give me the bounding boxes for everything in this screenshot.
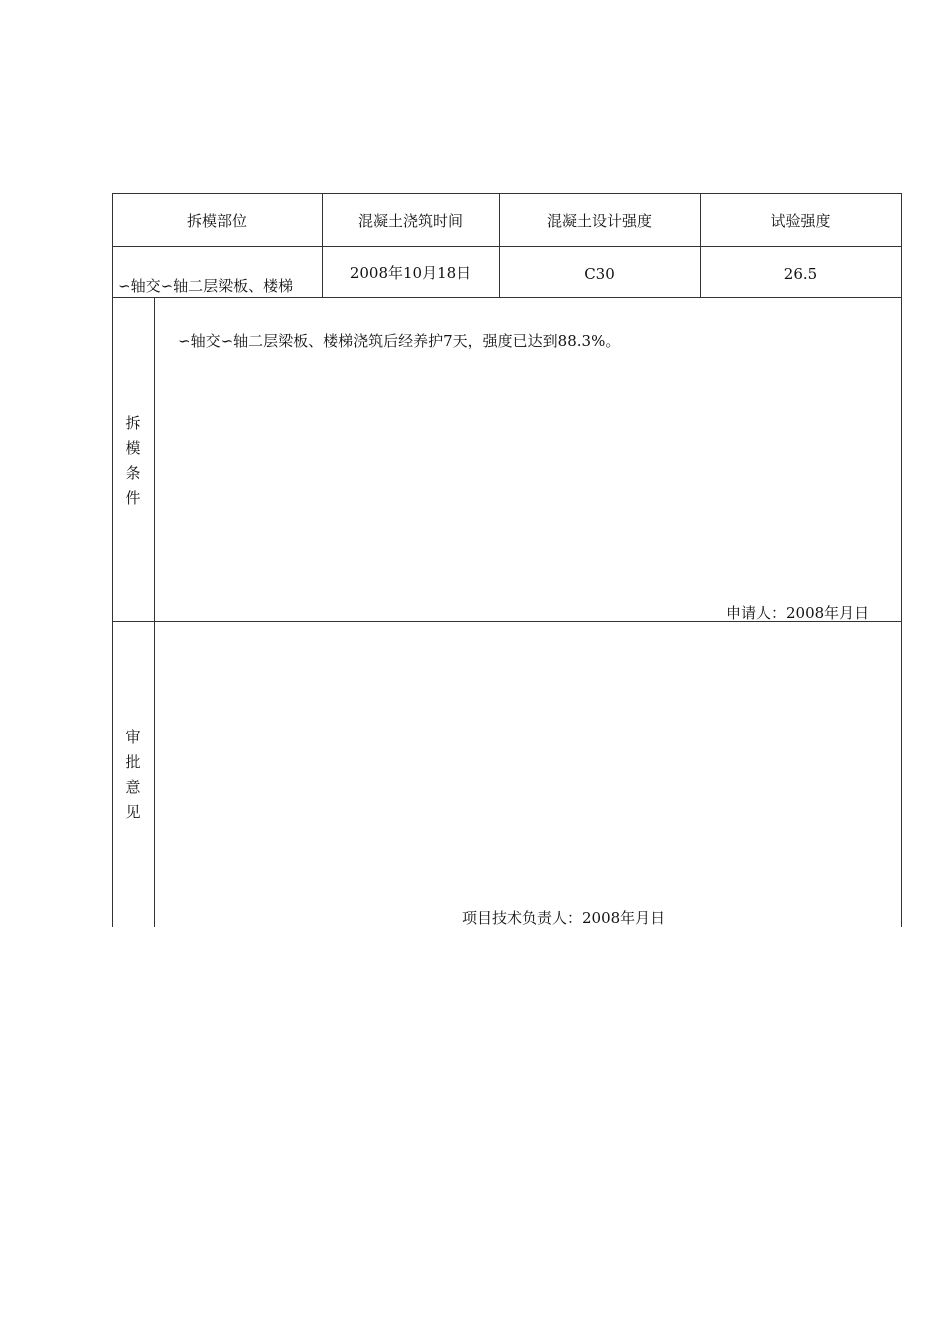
conditions-label-char: 模 <box>125 439 141 457</box>
header-test-strength: 试验强度 <box>770 212 831 230</box>
table-border-left <box>112 193 113 927</box>
header-location: 拆模部位 <box>186 212 247 230</box>
conditions-text: ∽轴交∽轴二层梁板、楼梯浇筑后经养护7天，强度已达到88.3%。 <box>178 332 621 350</box>
approval-label-char: 审 <box>125 728 141 746</box>
approval-label <box>123 725 143 825</box>
cell-design-strength: C30 <box>584 265 615 283</box>
header-design-strength: 混凝土设计强度 <box>546 212 652 230</box>
label-col-divider <box>154 297 155 927</box>
approval-label-char: 批 <box>125 753 141 771</box>
conditions-label-char: 件 <box>125 489 141 507</box>
conditions-label-char: 拆 <box>125 414 141 432</box>
approval-label-char: 见 <box>125 803 141 821</box>
form-table <box>112 193 902 927</box>
approval-label-char: 意 <box>125 778 141 796</box>
table-border-top <box>112 193 902 194</box>
cell-location: ∽轴交∽轴二层梁板、楼梯 <box>118 277 294 295</box>
cell-test-strength: 26.5 <box>783 265 818 283</box>
table-divider-header <box>112 246 902 247</box>
cell-pour-time: 2008年10月18日 <box>349 264 472 282</box>
approval-signature: 项目技术负责人：2008年月日 <box>462 909 666 927</box>
conditions-signature: 申请人：2008年月日 <box>726 604 870 622</box>
conditions-label <box>123 411 143 511</box>
table-border-right <box>901 193 902 927</box>
table-divider-row <box>112 297 902 298</box>
header-pour-time: 混凝土浇筑时间 <box>357 212 463 230</box>
conditions-label-char: 条 <box>125 464 141 482</box>
